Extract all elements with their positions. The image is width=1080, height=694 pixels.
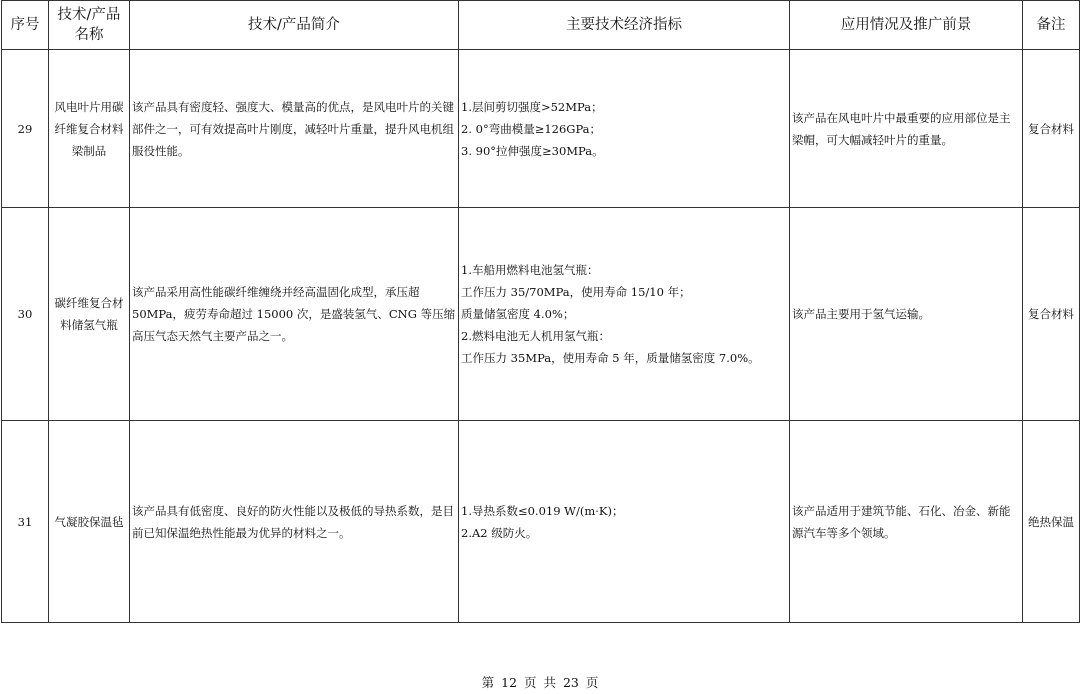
page-number-footer: 第 12 页 共 23 页 — [481, 675, 599, 690]
header-indicators: 主要技术经济指标 — [459, 1, 790, 50]
row-application: 该产品在风电叶片中最重要的应用部位是主梁帽，可大幅减轻叶片的重量。 — [790, 50, 1023, 208]
row-remark: 绝热保温 — [1023, 421, 1080, 623]
header-seq: 序号 — [2, 1, 49, 50]
row-seq: 29 — [2, 50, 49, 208]
indicator-line: 质量储氢密度 4.0%； — [461, 307, 575, 321]
row-seq: 30 — [2, 208, 49, 421]
indicator-line: 2.A2 级防火。 — [461, 525, 538, 540]
indicator-line: 工作压力 35/70MPa，使用寿命 15/10 年； — [461, 285, 691, 299]
row-remark: 复合材料 — [1023, 50, 1080, 208]
row-application: 该产品适用于建筑节能、石化、冶金、新能源汽车等多个领域。 — [790, 421, 1023, 623]
indicator-line: 1.层间剪切强度>52MPa； — [461, 99, 603, 114]
row-indicators — [459, 50, 790, 208]
table-row — [2, 208, 1080, 421]
indicator-line: 2. 0°弯曲模量≥126GPa； — [461, 121, 602, 136]
indicator-line: 工作压力 35MPa，使用寿命 5 年，质量储氢密度 7.0%。 — [461, 351, 760, 365]
table-header-row — [2, 1, 1080, 50]
row-indicators — [459, 421, 790, 623]
row-intro: 该产品具有低密度、良好的防火性能以及极低的导热系数，是目前已知保温绝热性能最为优异的材料之一。 — [130, 421, 459, 623]
row-intro: 该产品采用高性能碳纤维缠绕并经高温固化成型，承压超50MPa，疲劳寿命超过 15000 次，是盛装氢气、CNG 等压缩高压气态天然气主要产品之一。 — [130, 208, 459, 421]
indicator-line: 2.燃料电池无人机用氢气瓶： — [461, 329, 610, 343]
indicator-line: 1.导热系数≤0.019 W/(m·K)； — [461, 503, 624, 518]
row-application: 该产品主要用于氢气运输。 — [790, 208, 1023, 421]
row-seq: 31 — [2, 421, 49, 623]
header-remark: 备注 — [1023, 1, 1080, 50]
header-application: 应用情况及推广前景 — [790, 1, 1023, 50]
row-intro: 该产品具有密度轻、强度大、模量高的优点，是风电叶片的关键部件之一，可有效提高叶片刚度，减轻叶片重量，提升风电机组服役性能。 — [130, 50, 459, 208]
row-name: 风电叶片用碳纤维复合材料梁制品 — [49, 50, 130, 208]
indicator-line: 1.车船用燃料电池氢气瓶： — [461, 263, 599, 277]
header-intro: 技术/产品简介 — [130, 1, 459, 50]
row-indicators — [459, 208, 790, 421]
table-row — [2, 421, 1080, 623]
indicator-line: 3. 90°拉伸强度≥30MPa。 — [461, 143, 604, 158]
row-remark: 复合材料 — [1023, 208, 1080, 421]
header-name: 技术/产品名称 — [49, 1, 130, 50]
technology-table — [1, 0, 1080, 623]
table-row — [2, 50, 1080, 208]
row-name: 气凝胶保温毡 — [49, 421, 130, 623]
row-name: 碳纤维复合材料储氢气瓶 — [49, 208, 130, 421]
